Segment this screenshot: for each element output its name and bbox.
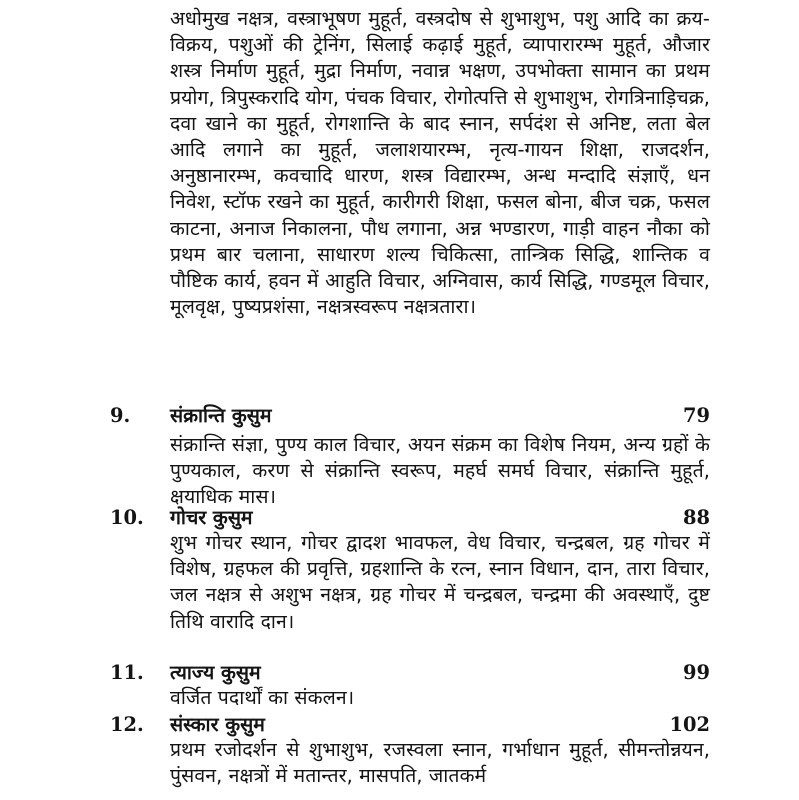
section-heading: [100, 403, 710, 430]
section-title: संस्कार कुसुम: [170, 713, 265, 736]
section-page-number: 79: [683, 404, 710, 427]
section-heading: [100, 505, 710, 532]
section-page-number: 88: [683, 506, 710, 529]
section-topics-text: संक्रान्ति संज्ञा, पुण्य काल विचार, अयन संक्रम का विशेष नियम, अन्य ग्रहों के पुण्यकाल, करण से संक्रान्ति स्वरूप, महर्घ समर्घ विचार, संक्रान्ति मुहूर्त, क्षयाधिक मास।: [170, 433, 710, 509]
contents-continued-text: अधोमुख नक्षत्र, वस्त्राभूषण मुहूर्त, वस्त्रदोष से शुभाशुभ, पशु आदि का क्रय-विक्रय, पशुओं की ट्रेनिंग, सिलाई कढ़ाई मुहूर्त, व्यापारारम्भ मुहूर्त, औजार शस्त्र निर्माण मुहूर्त, मुद्रा निर्माण, नवान्न भक्षण, उपभोक्ता सामान का प्रथम प्रयोग, त्रिपुस्करादि योग, पंचक विचार, रोगोत्पत्ति से शुभाशुभ, रोगत्रिनाड़िचक्र, दवा खाने का मुहूर्त, रोगशान्ति के बाद स्नान, सर्पदंश से अनिष्ट, लता बेल आदि लगाने का मुहूर्त, जलाशयारम्भ, नृत्य-गायन शिक्षा, राजदर्शन, अनुष्ठानारम्भ, कवचादि धारण, शस्त्र विद्यारम्भ, अन्ध मन्दादि संज्ञाएँ, धन निवेश, स्टॉफ रखने का मुहूर्त, कारीगरी शिक्षा, फसल बोना, बीज चक्र, फसल काटना, अनाज निकालना, पौध लगाना, अन्न भण्डारण, गाड़ी वाहन नौका को प्रथम बार चलाना, साधारण शल्य चिकित्सा, तान्त्रिक सिद्धि, शान्तिक व पौष्टिक कार्य, हवन में आहुति विचार, अग्निवास, कार्य सिद्धि, गण्डमूल विचार, मूलवृक्ष, पुष्यप्रशंसा, नक्षत्रस्वरूप नक्षत्रतारा।: [170, 7, 710, 319]
section-page-number: 99: [683, 661, 710, 684]
section-title: गोचर कुसुम: [170, 506, 253, 529]
section-title: त्याज्य कुसुम: [170, 661, 261, 684]
section-page-number: 102: [669, 713, 710, 736]
section-topics-text: वर्जित पदार्थों का संकलन।: [170, 686, 355, 709]
section-heading: [100, 712, 710, 739]
section-heading: [100, 660, 710, 687]
section-number: 9.: [110, 404, 131, 427]
section-number: 10.: [110, 506, 144, 529]
section-number: 12.: [110, 713, 144, 736]
section-topics-text: प्रथम रजोदर्शन से शुभाशुभ, रजस्वला स्नान, गर्भाधान मुहूर्त, सीमन्तोन्नयन, पुंसवन, नक्षत्रों में मतान्तर, मासपति, जातकर्म: [170, 738, 710, 788]
section-topics-text: शुभ गोचर स्थान, गोचर द्वादश भावफल, वेध विचार, चन्द्रबल, ग्रह गोचर में विशेष, ग्रहफल की प्रवृत्ति, ग्रहशान्ति के रत्न, स्नान विधान, दान, तारा विचार, जल नक्षत्र से अशुभ नक्षत्र, ग्रह गोचर में चन्द्रबल, चन्द्रमा की अवस्थाएँ, दुष्ट तिथि वारादि दान।: [170, 531, 710, 633]
section-title: संक्रान्ति कुसुम: [170, 404, 272, 427]
section-number: 11.: [110, 661, 144, 684]
